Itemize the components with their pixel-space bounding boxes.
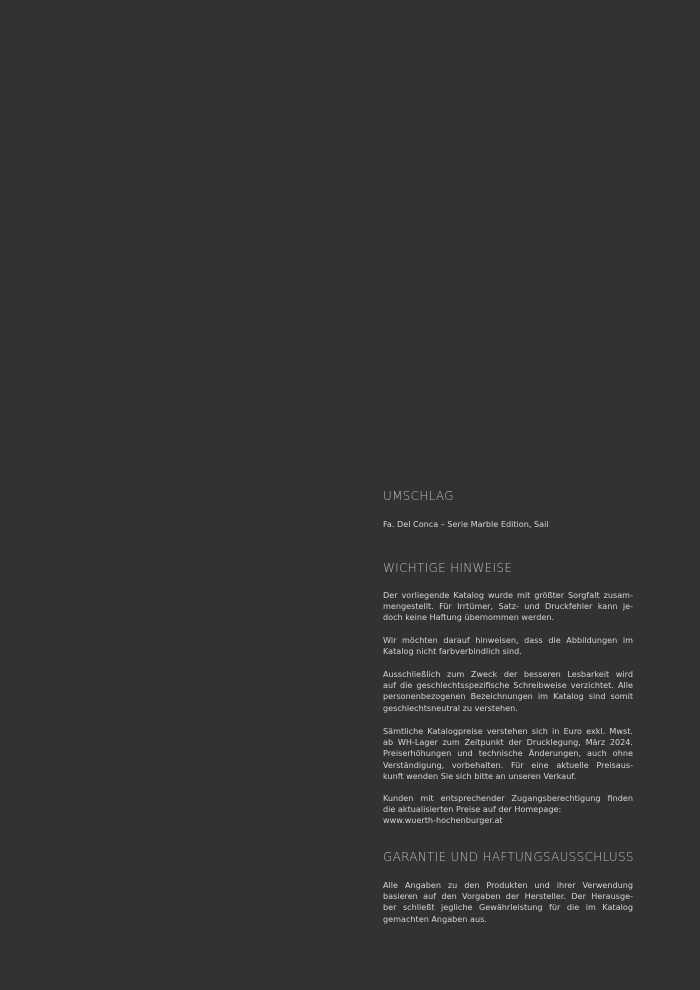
website-link[interactable]: www.wuerth-hochenburger.at: [383, 815, 503, 826]
hinweise-paragraph-1: [383, 590, 633, 624]
text-line: ab WH-Lager zum Zeitpunkt der Drucklegung, März 2024.: [383, 737, 633, 748]
hinweise-paragraph-5: [383, 793, 633, 827]
text-line: Sämtliche Katalogpreise verstehen sich in Euro exkl. Mwst.: [383, 726, 633, 736]
text-line: mengestellt. Für Irrtümer, Satz- und Druckfehler kann je-: [383, 601, 633, 612]
text-line: gemachten Angaben aus.: [383, 913, 487, 924]
text-line: Ausschließlich zum Zweck der besseren Lesbarkeit wird: [383, 669, 633, 679]
umschlag-text: Fa. Del Conca – Serie Marble Edition, Sail: [383, 519, 549, 529]
text-line: Alle Angaben zu den Produkten und ihrer Verwendung: [383, 880, 633, 890]
text-line: Verständigung, vorbehalten. Für eine aktuelle Preisaus-: [383, 759, 633, 770]
text-line: Wir möchten darauf hinweisen, dass die Abbildungen im: [383, 635, 633, 645]
text-line: kunft wenden Sie sich bitte an unseren Verkauf.: [383, 770, 577, 781]
text-line: doch keine Haftung übernommen werden.: [383, 612, 555, 623]
text-line: basieren auf den Vorgaben der Hersteller. Der Herausge-: [383, 891, 633, 902]
text-line: geschlechtsneutral zu verstehen.: [383, 702, 518, 713]
text-line: Preiserhöhungen und technische Änderungen, auch ohne: [383, 748, 633, 759]
text-line: Der vorliegende Katalog wurde mit größter Sorgfalt zusam-: [383, 590, 633, 600]
garantie-heading: GARANTIE UND HAFTUNGSAUSSCHLUSS: [383, 850, 634, 864]
hinweise-paragraph-3: [383, 669, 633, 714]
text-line: ber schließt jegliche Gewährleistung für die im Katalog: [383, 902, 633, 913]
hinweise-paragraph-2: [383, 635, 633, 657]
garantie-paragraph: [383, 880, 633, 925]
text-line: auf die geschlechtsspezifische Schreibweise verzichtet. Alle: [383, 680, 633, 691]
umschlag-heading: UMSCHLAG: [383, 489, 454, 503]
text-line: Kunden mit entsprechender Zugangsberechtigung finden: [383, 793, 633, 803]
hinweise-paragraph-4: [383, 726, 633, 782]
text-line: personenbezogenen Bezeichnungen im Katalog sind somit: [383, 691, 633, 702]
text-line: die aktualisierten Preise auf der Homepage:: [383, 804, 562, 815]
hinweise-heading: WICHTIGE HINWEISE: [383, 561, 513, 575]
text-line: Katalog nicht farbverbindlich sind.: [383, 646, 522, 657]
